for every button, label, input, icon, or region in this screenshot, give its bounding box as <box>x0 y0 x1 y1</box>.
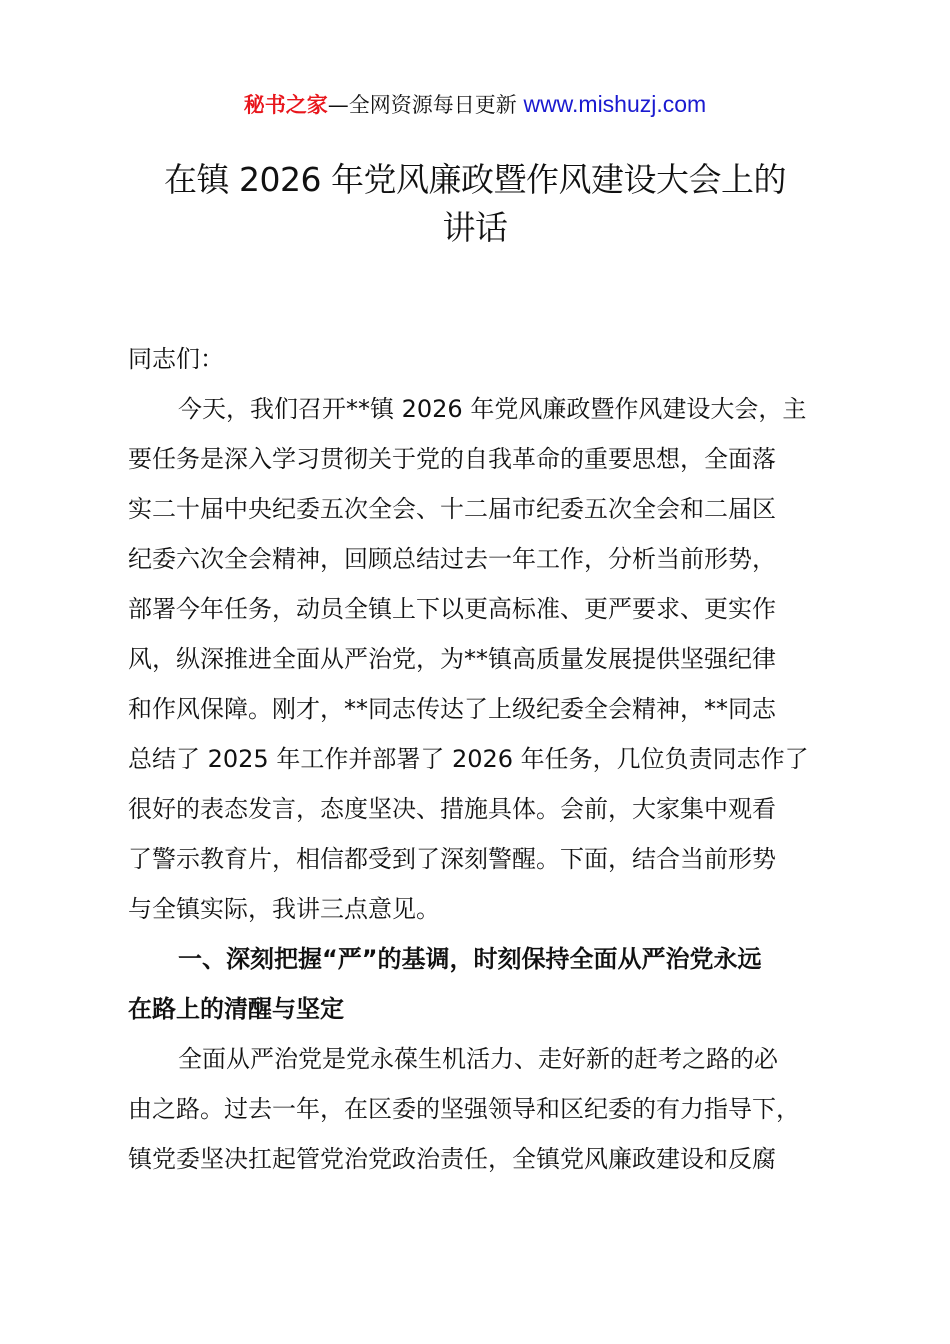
title-line: 在镇 2026 年党风廉政暨作风建设大会上的 <box>164 160 786 199</box>
text-line: 实二十届中央纪委五次全会、十二届市纪委五次全会和二届区 <box>128 495 776 523</box>
text-line: 部署今年任务，动员全镇上下以更高标准、更严要求、更实作 <box>128 595 776 623</box>
text-line: 镇党委坚决扛起管党治党政治责任，全镇党风廉政建设和反腐 <box>128 1145 776 1173</box>
brand-name: 秘书之家 <box>243 93 328 117</box>
text-line: 总结了 2025 年工作并部署了 2026 年任务，几位负责同志作了 <box>128 745 809 773</box>
heading-line: 一、深刻把握“严”的基调，时刻保持全面从严治党永远 <box>178 945 762 973</box>
intro-paragraph <box>128 384 838 934</box>
site-url-link[interactable]: www.mishuzj.com <box>523 91 707 117</box>
text-line: 纪委六次全会精神，回顾总结过去一年工作，分析当前形势， <box>128 545 776 573</box>
document-title <box>100 156 850 252</box>
site-banner <box>0 88 950 121</box>
heading-line: 在路上的清醒与坚定 <box>128 995 344 1023</box>
text-line: 风，纵深推进全面从严治党，为**镇高质量发展提供坚强纪律 <box>128 645 776 673</box>
title-line: 讲话 <box>442 208 508 247</box>
text-line: 全面从严治党是党永葆生机活力、走好新的赶考之路的必 <box>178 1045 778 1073</box>
text-line: 由之路。过去一年，在区委的坚强领导和区纪委的有力指导下， <box>128 1095 800 1123</box>
document-body <box>128 334 838 1184</box>
text-line: 今天，我们召开**镇 2026 年党风廉政暨作风建设大会，主 <box>178 395 807 423</box>
section-heading <box>128 934 838 1034</box>
text-line: 很好的表态发言，态度坚决、措施具体。会前，大家集中观看 <box>128 795 776 823</box>
text-line: 了警示教育片，相信都受到了深刻警醒。下面，结合当前形势 <box>128 845 776 873</box>
text-line: 和作风保障。刚才，**同志传达了上级纪委全会精神，**同志 <box>128 695 776 723</box>
salutation: 同志们： <box>128 345 224 373</box>
banner-slogan: —全网资源每日更新 <box>327 93 517 117</box>
section-paragraph <box>128 1034 838 1184</box>
text-line: 与全镇实际，我讲三点意见。 <box>128 895 440 923</box>
text-line: 要任务是深入学习贯彻关于党的自我革命的重要思想，全面落 <box>128 445 776 473</box>
